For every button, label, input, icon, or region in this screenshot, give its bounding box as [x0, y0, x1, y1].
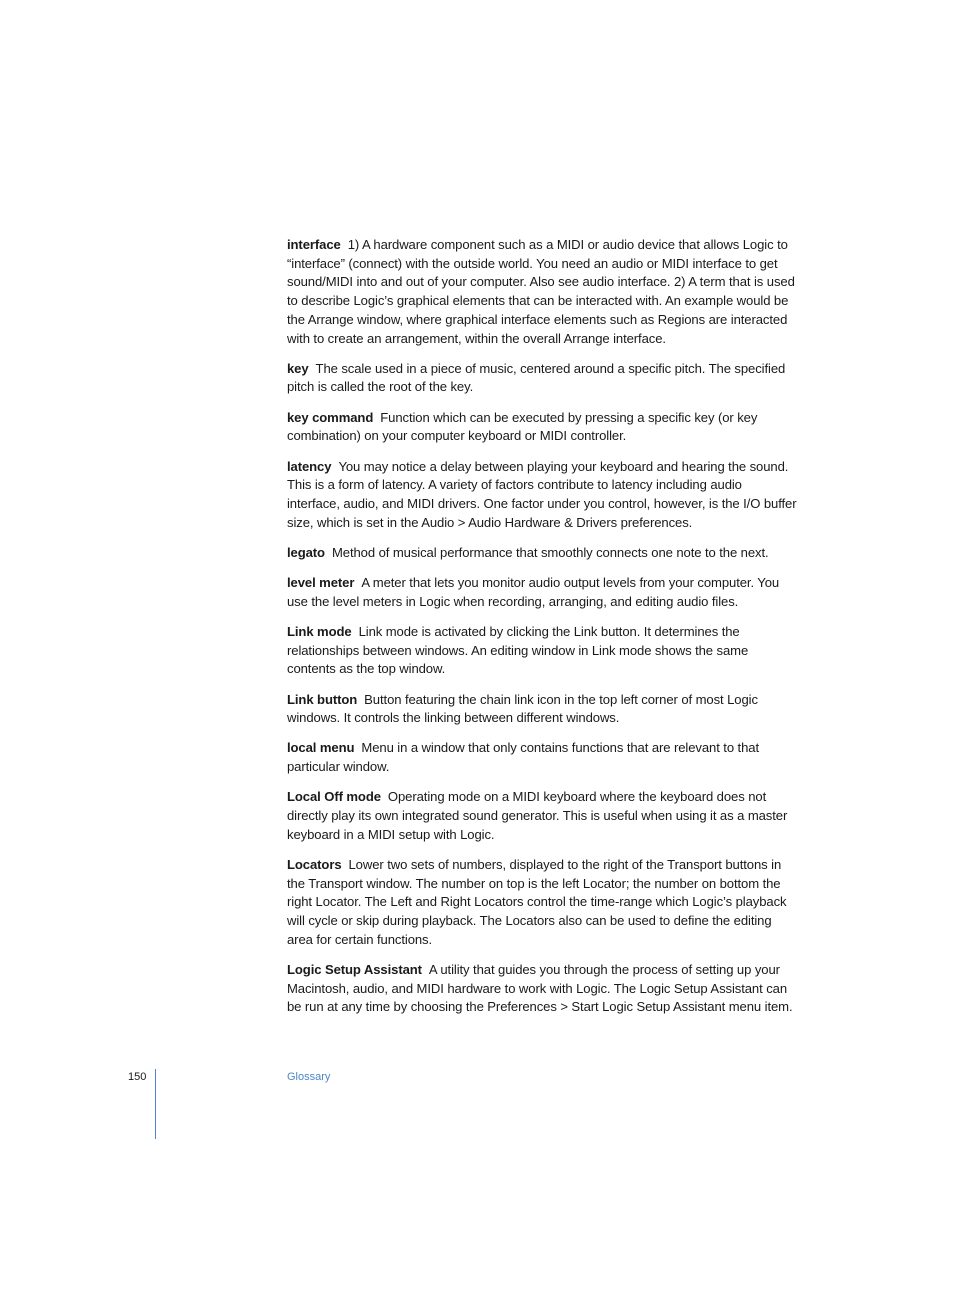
glossary-term: legato: [287, 544, 325, 560]
glossary-term: Link mode: [287, 623, 352, 639]
glossary-term: Logic Setup Assistant: [287, 962, 422, 977]
glossary-entry-level-meter: [287, 574, 797, 611]
glossary-entry-locators: [287, 856, 797, 950]
glossary-definition: You may notice a delay between playing your keyboard and hearing the sound. This is a form of latency. A variety of factors contribute to latency including audio interface, audio, and MIDI drivers. One factor under you control, however, is the I/O buffer size, which is set in the Audio > Audio Hardware & Drivers preferences.: [287, 458, 797, 530]
glossary-entry-local-menu: [287, 739, 797, 776]
glossary-term: latency: [287, 458, 332, 474]
glossary-content: [287, 236, 797, 1029]
glossary-entry-latency: [287, 458, 797, 533]
glossary-entry-interface: [287, 236, 797, 348]
glossary-term: level meter: [287, 575, 355, 591]
glossary-entry-key-command: [287, 409, 797, 446]
glossary-term: Locators: [287, 856, 342, 872]
glossary-definition: Link mode is activated by clicking the Link button. It determines the relationships between windows. An editing window in Link mode shows the same contents as the top window.: [287, 623, 749, 677]
glossary-definition: A meter that lets you monitor audio output levels from your computer. You use the level meters in Logic when recording, arranging, and editing audio files.: [287, 575, 780, 609]
glossary-definition: A utility that guides you through the process of setting up your Macintosh, audio, and MIDI hardware to work with Logic. The Logic Setup Assistant can be run at any time by choosing the Preferences > Start Logic Setup Assistant menu item.: [287, 962, 793, 1015]
glossary-term: key command: [287, 409, 374, 425]
glossary-term: Local Off mode: [287, 789, 381, 805]
glossary-entry-legato: [287, 544, 797, 563]
page-number: 150: [128, 1071, 147, 1083]
glossary-entry-logic-setup-assistant: [287, 961, 797, 1017]
glossary-definition: Operating mode on a MIDI keyboard where the keyboard does not directly play its own integrated sound generator. This is useful when using it as a master keyboard in a MIDI setup with Logic.: [287, 789, 788, 842]
glossary-definition: Function which can be executed by pressing a specific key (or key combination) on your computer keyboard or MIDI controller.: [287, 409, 758, 444]
glossary-term: local menu: [287, 740, 355, 756]
glossary-term: Link button: [287, 691, 358, 707]
glossary-definition: Lower two sets of numbers, displayed to the right of the Transport buttons in the Transport window. The number on top is the left Locator; the number on bottom the right Locator. The Left and Right Locators control the time-range which Logic’s playback will cycle or skip during playback. The Locators also can be used to define the editing area for certain functions.: [287, 856, 787, 947]
glossary-definition: Menu in a window that only contains functions that are relevant to that particular window.: [287, 740, 759, 775]
glossary-entry-link-mode: [287, 623, 797, 679]
glossary-definition: 1) A hardware component such as a MIDI or audio device that allows Logic to “interface” (connect) with the outside world. You need an audio or MIDI interface to get sound/MIDI into and out of your computer. Also see audio interface. 2) A term that is used to describe Logic’s graphical elements that can be interacted with. An example would be the Arrange window, where graphical interface elements such as Regions are interacted with to create an arrangement, within the overall Arrange interface.: [287, 237, 795, 346]
footer-section-link[interactable]: Glossary: [287, 1071, 331, 1083]
glossary-entry-link-button: [287, 691, 797, 728]
glossary-entry-key: [287, 360, 797, 397]
glossary-definition: Button featuring the chain link icon in the top left corner of most Logic windows. It controls the linking between different windows.: [287, 691, 758, 726]
glossary-definition: The scale used in a piece of music, centered around a specific pitch. The specified pitch is called the root of the key.: [287, 360, 786, 395]
glossary-definition: Method of musical performance that smoothly connects one note to the next.: [331, 544, 769, 560]
glossary-term: key: [287, 360, 309, 376]
glossary-entry-local-off-mode: [287, 788, 797, 844]
footer-divider: [155, 1069, 156, 1139]
glossary-term: interface: [287, 237, 341, 252]
